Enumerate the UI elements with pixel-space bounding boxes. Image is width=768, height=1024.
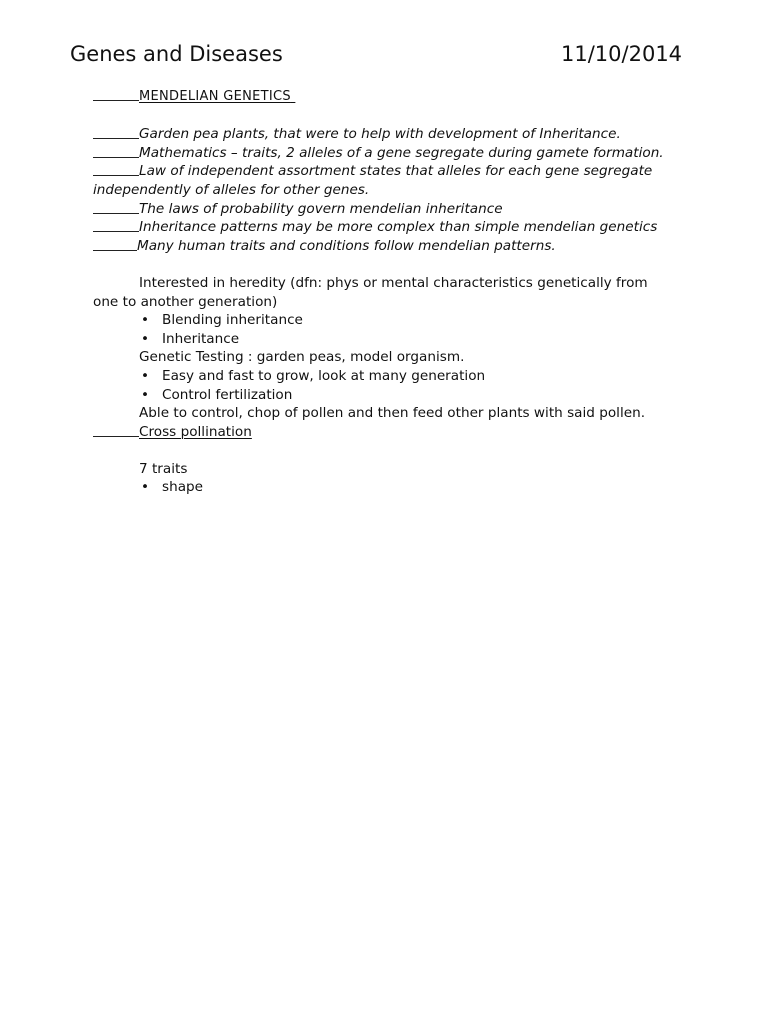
traits-label: 7 traits (139, 460, 188, 477)
objective-text: Many human traits and conditions follow mendelian patterns. (137, 237, 556, 254)
list-item-text: Easy and fast to grow, look at many generation (162, 367, 486, 384)
fill-blank (93, 201, 139, 214)
traits-bullet-list (93, 478, 673, 497)
control-paragraph-text: Able to control, chop of pollen and then feed other plants with said pollen. (139, 405, 646, 422)
spacer (93, 441, 673, 460)
fill-blank (93, 219, 139, 232)
testing-bullet-list (93, 367, 673, 404)
objective-text: Law of independent assortment states that alleles for each gene segregate independently of alleles for other genes. (93, 163, 653, 198)
spacer (93, 255, 673, 274)
list-item (139, 330, 673, 349)
control-paragraph (80, 404, 673, 423)
cross-pollination-label: Cross pollination (139, 423, 252, 440)
heredity-bullet-list (93, 311, 673, 348)
spacer (93, 107, 673, 126)
objective-text: Garden pea plants, that were to help with development of Inheritance. (139, 126, 621, 143)
fill-blank (93, 145, 139, 158)
section-heading-label: MENDELIAN GENETICS (139, 89, 291, 104)
objective-item (93, 237, 673, 256)
objective-text: The laws of probability govern mendelian inheritance (139, 200, 503, 217)
genetic-testing-line: Genetic Testing : garden peas, model organism. (139, 349, 465, 366)
objective-item (93, 200, 673, 219)
fill-blank (93, 163, 139, 176)
objective-item (93, 125, 673, 144)
list-item-text: Blending inheritance (162, 312, 303, 329)
list-item (139, 478, 673, 497)
bullet-icon: • (141, 312, 150, 329)
document-body (93, 88, 673, 497)
list-item (139, 367, 673, 386)
objective-item (93, 144, 673, 163)
bullet-icon: • (141, 386, 150, 403)
objective-text: Inheritance patterns may be more complex than simple mendelian genetics (139, 219, 658, 236)
bullet-icon: • (141, 367, 150, 384)
bullet-icon: • (141, 479, 150, 496)
document-date: 11/10/2014 (561, 42, 683, 66)
fill-blank (93, 88, 139, 101)
objective-item (93, 218, 673, 237)
list-item-text: shape (162, 479, 204, 496)
fill-blank (93, 238, 137, 251)
document-title: Genes and Diseases (70, 42, 283, 66)
list-item (139, 386, 673, 405)
list-item-text: Control fertilization (162, 386, 293, 403)
cross-pollination-line (93, 423, 673, 442)
objectives-list (93, 125, 673, 255)
fill-blank (93, 424, 139, 437)
fill-blank (93, 126, 139, 139)
section-heading (93, 88, 673, 107)
bullet-icon: • (141, 330, 150, 347)
heredity-paragraph: Interested in heredity (dfn: phys or mental characteristics genetically from one to another generation) (93, 274, 648, 310)
objective-item (93, 162, 673, 199)
list-item (139, 311, 673, 330)
list-item-text: Inheritance (162, 330, 240, 347)
objective-text: Mathematics – traits, 2 alleles of a gene segregate during gamete formation. (139, 144, 664, 161)
